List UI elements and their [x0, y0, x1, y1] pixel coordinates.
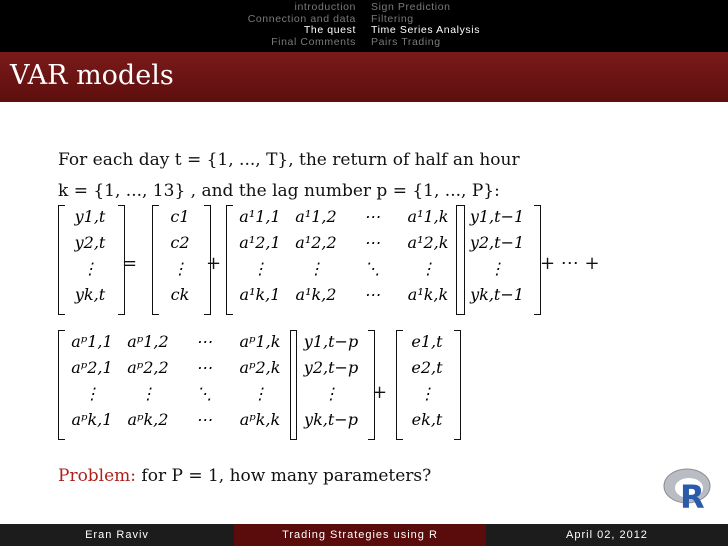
coef-matrix-1-entry: a¹2,2	[295, 233, 337, 252]
frame-title-bar	[0, 52, 728, 102]
intro-line-2: k = {1, ..., 13} , and the lag number p = {1, ..., P}:	[58, 181, 500, 201]
intro-line-1: For each day t = {1, ..., T}, the return of half an hour	[58, 150, 520, 170]
y-vector-entry: y2,t	[74, 233, 106, 252]
coef-matrix-p-entry: ⋮	[140, 384, 156, 403]
coef-matrix-1-entry: a¹k,1	[239, 285, 281, 304]
coef-matrix-1-entry: a¹1,1	[239, 207, 281, 226]
constant-vector-entry: ⋮	[172, 259, 188, 278]
coef-matrix-1-entry: a¹1,k	[407, 207, 449, 226]
lag-vector-p-entry: ⋮	[323, 384, 339, 403]
coef-matrix-p-entry: aᵖ2,k	[239, 358, 281, 377]
coef-matrix-p-entry: aᵖk,k	[239, 410, 281, 429]
y-vector-entry: y1,t	[74, 207, 106, 226]
coef-matrix-1-entry: a¹2,1	[239, 233, 281, 252]
plus-sign: +	[206, 253, 222, 274]
error-vector-entry: ek,t	[411, 410, 443, 429]
nav-section-2[interactable]: The quest	[303, 24, 356, 36]
coef-matrix-p-entry: aᵖk,1	[71, 410, 113, 429]
coef-matrix-p-entry: aᵖ1,k	[239, 332, 281, 351]
equals-sign: =	[122, 253, 138, 274]
lag-vector-1-entry: yk,t−1	[470, 285, 524, 304]
coef-matrix-1-entry: a¹k,2	[295, 285, 337, 304]
nav-section-0[interactable]: introduction	[294, 1, 356, 13]
plus-sign-2: +	[372, 382, 388, 403]
nav-section-3[interactable]: Final Comments	[271, 35, 356, 48]
coef-matrix-p-entry: aᵖ1,1	[71, 332, 113, 351]
coef-matrix-1-entry: a¹1,2	[295, 207, 337, 226]
coef-matrix-1-entry: ⋱	[364, 259, 380, 278]
nav-sections	[248, 2, 356, 48]
lag-vector-1-entry: y2,t−1	[469, 233, 525, 252]
constant-vector-entry: c1	[170, 207, 190, 226]
footer	[0, 524, 728, 546]
coef-matrix-p-entry: ⋯	[196, 358, 212, 377]
footer-date: April 02, 2012	[486, 524, 728, 546]
coef-matrix-p-entry: aᵖk,2	[127, 410, 169, 429]
r-logo-letter: R	[680, 478, 705, 512]
coef-matrix-1-entry: ⋮	[308, 259, 324, 278]
coef-matrix-p-entry: aᵖ2,2	[127, 358, 169, 377]
problem-statement	[58, 466, 431, 486]
error-vector-entry: e1,t	[411, 332, 443, 351]
coef-matrix-1-entry: ⋯	[364, 285, 380, 304]
lag-vector-1-entry: ⋮	[489, 259, 505, 278]
coef-matrix-p-entry: ⋯	[196, 410, 212, 429]
coef-matrix-p-entry: ⋯	[196, 332, 212, 351]
ellipsis-plus: + ⋯ +	[540, 253, 600, 274]
coef-matrix-p-entry: aᵖ2,1	[71, 358, 113, 377]
coef-matrix-1-entry: a¹2,k	[407, 233, 449, 252]
nav-section-1[interactable]: Connection and data	[247, 12, 356, 25]
constant-vector-entry: ck	[170, 285, 190, 304]
nav-subsection-3[interactable]: Pairs Trading	[371, 35, 441, 48]
nav-subsection-2[interactable]: Time Series Analysis	[371, 24, 481, 36]
lag-vector-p-entry: y1,t−p	[303, 332, 359, 351]
error-vector-right-bracket	[454, 330, 461, 440]
coef-matrix-1-entry: ⋮	[252, 259, 268, 278]
nav-subsection-0[interactable]: Sign Prediction	[371, 1, 451, 13]
footer-talk-title: Trading Strategies using R	[234, 524, 486, 546]
lag-vector-p-entry: yk,t−p	[304, 410, 358, 429]
constant-vector-entry: c2	[170, 233, 190, 252]
coef-matrix-1-entry: ⋯	[364, 207, 380, 226]
coef-matrix-p-entry: ⋮	[84, 384, 100, 403]
section-navigation	[0, 0, 728, 52]
nav-subsections	[371, 2, 480, 48]
lag-vector-1-entry: y1,t−1	[469, 207, 525, 226]
y-vector-entry: ⋮	[82, 259, 98, 278]
frame-title: VAR models	[10, 60, 174, 91]
error-vector-entry: ⋮	[419, 384, 435, 403]
coef-matrix-1-entry: ⋯	[364, 233, 380, 252]
coef-matrix-p-entry: ⋮	[252, 384, 268, 403]
footer-author: Eran Raviv	[0, 524, 234, 546]
lag-vector-p-entry: y2,t−p	[303, 358, 359, 377]
coef-matrix-1-entry: a¹k,k	[407, 285, 449, 304]
coef-matrix-p-entry: ⋱	[196, 384, 212, 403]
coef-matrix-1-entry: ⋮	[420, 259, 436, 278]
y-vector-entry: yk,t	[74, 285, 106, 304]
error-vector-entry: e2,t	[411, 358, 443, 377]
coef-matrix-p-entry: aᵖ1,2	[127, 332, 169, 351]
r-logo-icon	[662, 466, 712, 516]
problem-label: Problem:	[58, 466, 137, 486]
nav-subsection-1[interactable]: Filtering	[371, 12, 414, 25]
problem-text: for P = 1, how many parameters?	[136, 466, 432, 486]
